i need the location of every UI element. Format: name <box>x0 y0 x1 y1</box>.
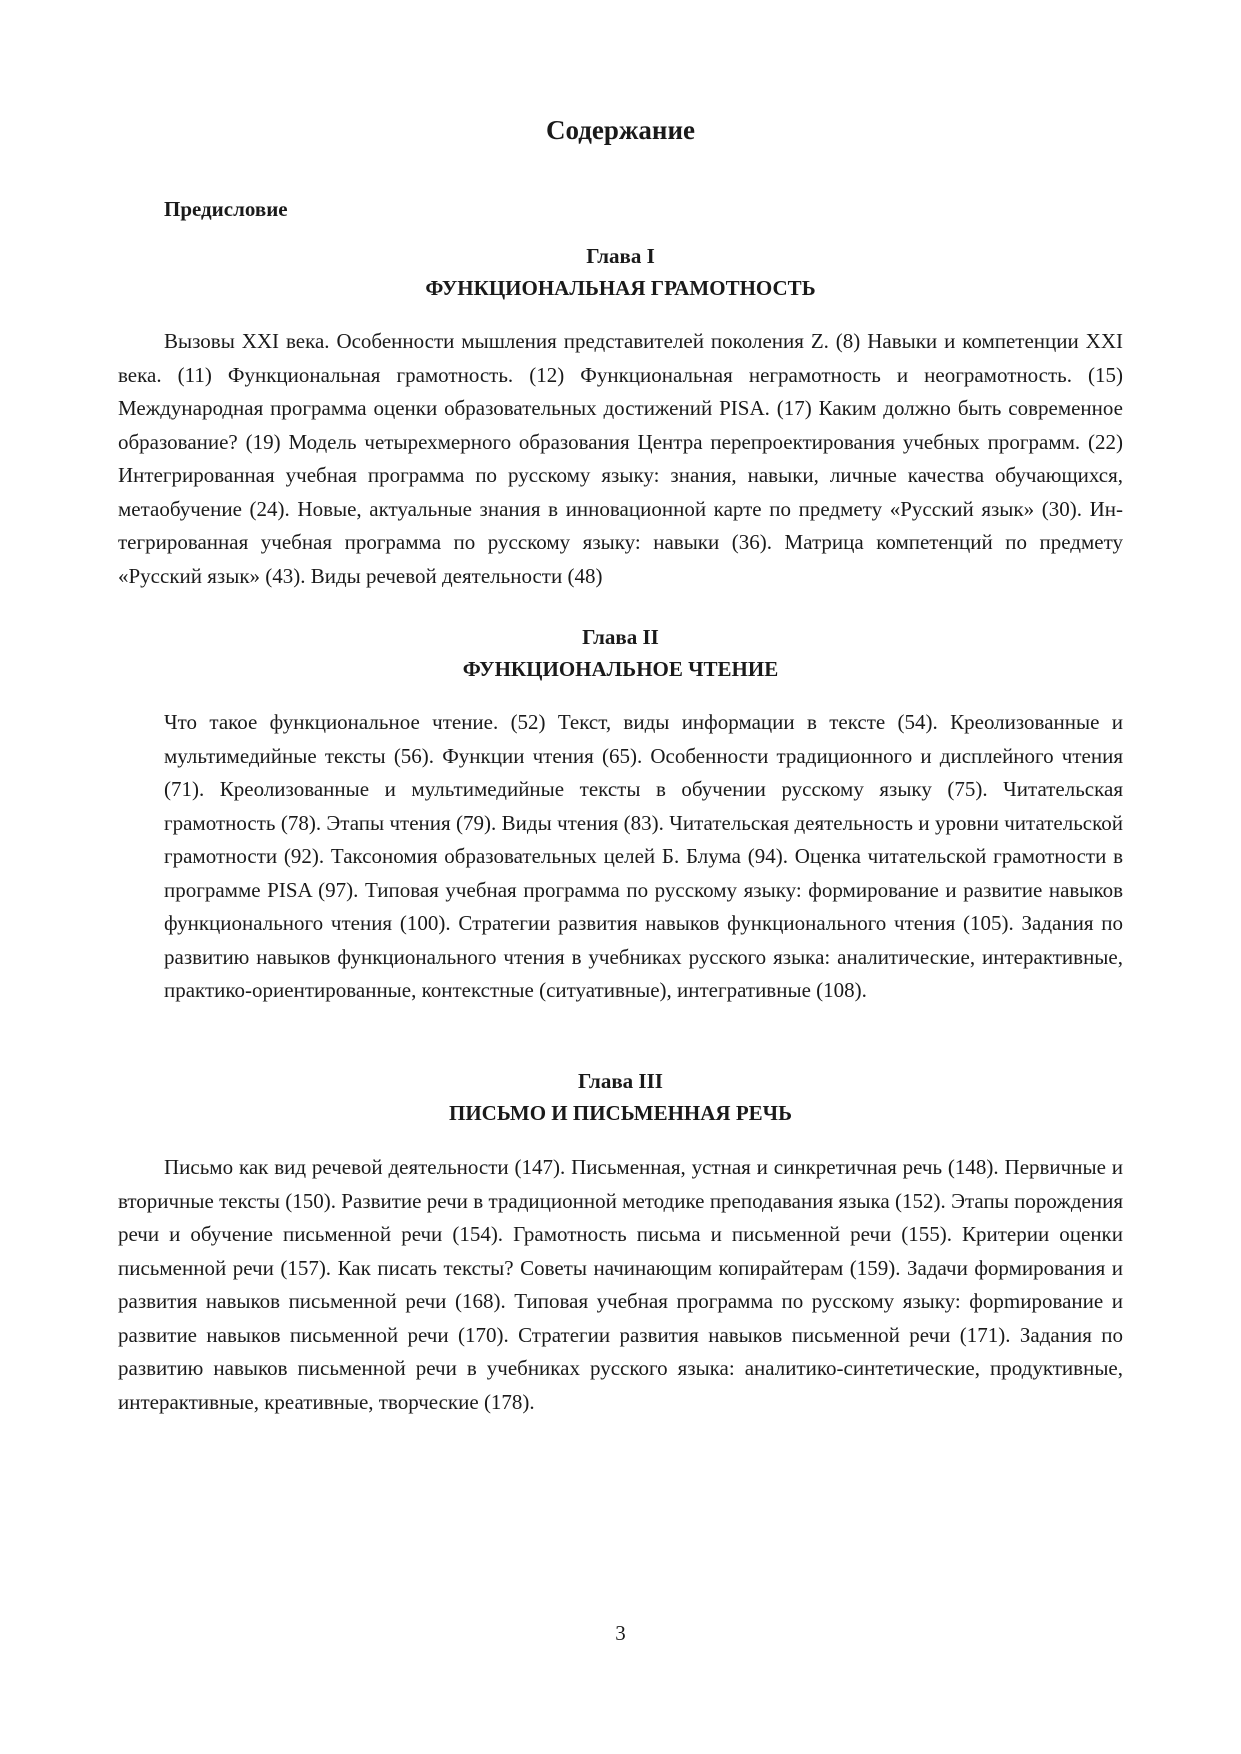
chapter-1-heading <box>0 240 1241 304</box>
chapter-1-name: ФУНКЦИОНАЛЬНАЯ ГРАМОТНОСТЬ <box>425 276 816 300</box>
page-title: Содержание <box>545 115 696 145</box>
chapter-1-contents: Вызовы XXI века. Особенности мышления представителей поколения Z. (8) Навыки и компетенции XXI века. (11) Функциональная грамотность. (12) Функциональная неграмотность и неограмотность. (15) Международная программа оценки образовательных достижений PISA. (17) Каким должно быть современное образование? (19) Модель четырехмерного образования Центра перепроектирования учебных программ. (22) Интегрированная учебная программа по русскому языку: знания, навыки, личные качества обучающихся, метаобучение (24). Новые, актуальные знания в инновационной карте по предмету «Русский язык» (30). Интегрированная учебная программа по русскому языку: навыки (36). Матрица компетенций по предмету «Русский язык» (43). Виды речевой деятельности (48) <box>118 329 1123 588</box>
chapter-3-name: ПИСЬМО И ПИСЬМЕННАЯ РЕЧЬ <box>449 1101 792 1125</box>
chapter-2-number: Глава II <box>582 625 659 649</box>
chapter-2-contents: Что такое функциональное чтение. (52) Текст, виды информации в тексте (54). Креолизованные и мультимедийные тексты (56). Функции чтения (65). Особенности традиционного и дисплейного чтения (71). Креолизованные и мультимедийные тексты в обучении русскому языку (75). Читательская грамотность (78). Этапы чтения (79). Виды чтения (83). Читательская деятельность и уровни читательской грамотности (92). Таксономия образовательных целей Б. Блума (94). Оценка читательской грамотности в программе PISA (97). Типовая учебная программа по русскому языку: формирование и развитие навыков функционального чтения (100). Стратегии развития навыков функционального чтения (105). Задания по развитию навыков функционального чтения в учебниках русского языка: аналитические, интерактивные, практико-ориентированные, контекстные (ситуативные), интегративные (108). <box>164 710 1123 1002</box>
chapter-1-number: Глава I <box>586 244 655 268</box>
chapter-3-heading <box>0 1065 1241 1129</box>
page-number: 3 <box>615 1621 626 1645</box>
chapter-2-name: ФУНКЦИОНАЛЬНОЕ ЧТЕНИЕ <box>462 657 779 681</box>
chapter-3-contents: Письмо как вид речевой деятельности (147). Письменная, устная и синкретичная речь (148). Первичные и вторичные тексты (150). Развитие речи в традиционной методике преподавания языка (152). Этапы порождения речи и обучение письменной речи (154). Грамотность письма и письменной речи (155). Критерии оценки письменной речи (157). Как писать тексты? Советы начинающим копирайтерам (159). Задачи формирования и развития навыков письменной речи (168). Типовая учебная программа по русскому языку: форmирование и развитие навыков письменной речи (170). Стратегии развития навыков письменной речи (171). Задания по развитию навыков письменной речи в учебниках русского языка: аналитико-синтетические, продуктивные, интерактивные, креативные, творческие (178). <box>118 1155 1123 1414</box>
chapter-3-number: Глава III <box>578 1069 663 1093</box>
chapter-2-heading <box>0 621 1241 685</box>
preface-entry: Предисловие <box>164 197 288 221</box>
